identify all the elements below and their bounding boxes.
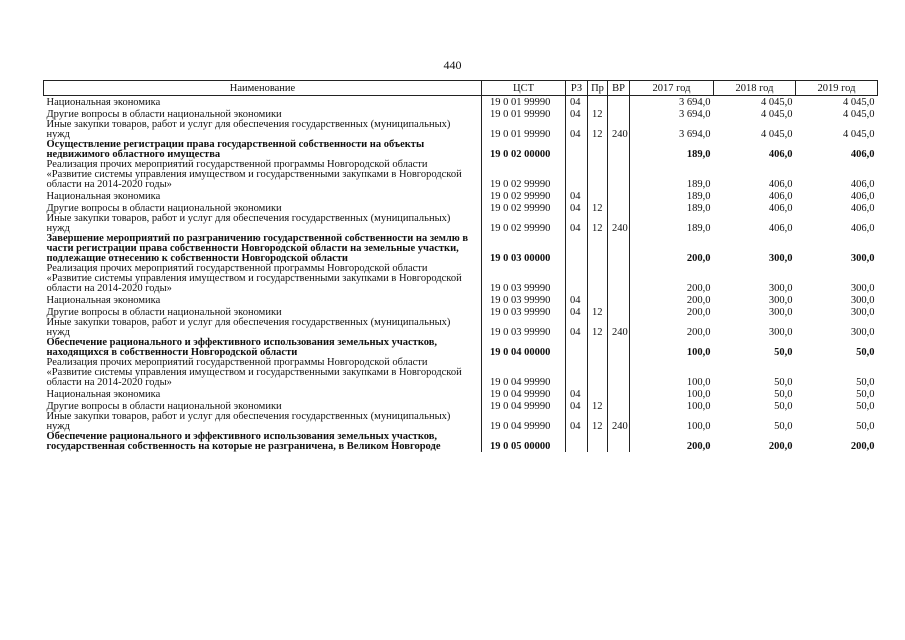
row-2017: 3 694,0	[630, 108, 714, 120]
row-name: Национальная экономика	[46, 295, 161, 306]
row-vr	[608, 400, 630, 412]
row-2018: 300,0	[768, 327, 793, 338]
row-2019: 300,0	[850, 307, 875, 318]
row-rz: 04	[566, 306, 588, 318]
row-rz	[566, 160, 588, 190]
row-name: Реализация прочих мероприятий государственной программы Новгородской области «Развитие системы управления имуществом и государственными закупками в Новгородской области на 2014-2020 годы»	[46, 357, 462, 388]
row-pr	[588, 140, 608, 160]
header-2018: 2018 год	[714, 81, 796, 96]
row-cst: 19 0 03 99990	[482, 306, 566, 318]
row-2018: 406,0	[768, 179, 793, 190]
row-name: Реализация прочих мероприятий государственной программы Новгородской области «Развитие системы управления имуществом и государственными закупками в Новгородской области на 2014-2020 годы»	[46, 263, 462, 294]
row-rz	[566, 432, 588, 452]
row-pr: 12	[588, 400, 608, 412]
row-cst: 19 0 02 99990	[482, 160, 566, 190]
row-vr: 240	[608, 412, 630, 432]
row-cst: 19 0 02 99990	[482, 214, 566, 234]
table-row	[44, 318, 878, 338]
row-name: Иные закупки товаров, работ и услуг для обеспечения государственных (муниципальных) нужд	[46, 119, 451, 140]
row-2017: 200,0	[630, 306, 714, 318]
row-name: Завершение мероприятий по разграничению государственной собственности на землю в части регистрации права собственности Новгородской области на земельные участки, подлежащие отнесению к собственности Новгородской области	[46, 233, 469, 264]
row-2019: 50,0	[856, 389, 875, 400]
row-2018: 4 045,0	[761, 129, 793, 140]
row-2017: 189,0	[630, 160, 714, 190]
row-name: Иные закупки товаров, работ и услуг для обеспечения государственных (муниципальных) нужд	[46, 213, 451, 234]
row-pr	[588, 264, 608, 294]
row-rz: 04	[566, 412, 588, 432]
row-pr	[588, 160, 608, 190]
row-rz: 04	[566, 120, 588, 140]
row-vr	[608, 96, 630, 109]
table-row	[44, 294, 878, 306]
row-vr	[608, 338, 630, 358]
table-row	[44, 160, 878, 190]
row-vr: 240	[608, 214, 630, 234]
row-2017: 100,0	[630, 358, 714, 388]
table-row	[44, 140, 878, 160]
row-2017: 200,0	[630, 318, 714, 338]
row-name: Другие вопросы в области национальной экономики	[46, 203, 282, 214]
table-header-row	[44, 81, 878, 96]
row-2017: 200,0	[630, 294, 714, 306]
header-2017: 2017 год	[630, 81, 714, 96]
row-rz	[566, 264, 588, 294]
row-rz	[566, 358, 588, 388]
row-2017: 189,0	[630, 202, 714, 214]
row-2017: 100,0	[630, 388, 714, 400]
row-vr	[608, 234, 630, 264]
table-row	[44, 234, 878, 264]
row-2018: 50,0	[774, 401, 793, 412]
row-2017: 200,0	[630, 432, 714, 452]
row-2019: 4 045,0	[843, 109, 875, 120]
row-pr	[588, 358, 608, 388]
row-pr: 12	[588, 318, 608, 338]
row-vr: 240	[608, 318, 630, 338]
row-rz: 04	[566, 318, 588, 338]
row-2017: 189,0	[630, 214, 714, 234]
row-vr	[608, 294, 630, 306]
table-row	[44, 412, 878, 432]
row-cst: 19 0 04 99990	[482, 400, 566, 412]
row-2017: 100,0	[630, 400, 714, 412]
row-rz: 04	[566, 214, 588, 234]
row-2018: 406,0	[768, 203, 793, 214]
row-vr	[608, 358, 630, 388]
row-2018: 406,0	[768, 223, 793, 234]
row-rz: 04	[566, 202, 588, 214]
row-2019: 300,0	[850, 253, 875, 264]
row-pr	[588, 234, 608, 264]
page-number: 440	[443, 58, 462, 72]
row-name: Национальная экономика	[46, 97, 161, 108]
row-rz	[566, 140, 588, 160]
row-2017: 100,0	[630, 412, 714, 432]
row-2017: 100,0	[630, 338, 714, 358]
row-2018: 50,0	[774, 421, 793, 432]
row-cst: 19 0 04 99990	[482, 388, 566, 400]
row-vr	[608, 432, 630, 452]
table-row	[44, 264, 878, 294]
row-cst: 19 0 05 00000	[482, 432, 566, 452]
row-2018: 50,0	[774, 377, 793, 388]
row-pr: 12	[588, 202, 608, 214]
header-rz: РЗ	[566, 81, 588, 96]
row-2019: 4 045,0	[843, 97, 875, 108]
row-2017: 200,0	[630, 264, 714, 294]
row-2019: 50,0	[856, 377, 875, 388]
header-2019: 2019 год	[796, 81, 878, 96]
row-name: Иные закупки товаров, работ и услуг для обеспечения государственных (муниципальных) нужд	[46, 317, 451, 338]
row-rz: 04	[566, 190, 588, 202]
row-2019: 50,0	[856, 347, 875, 358]
table-row	[44, 358, 878, 388]
row-pr	[588, 432, 608, 452]
row-vr	[608, 190, 630, 202]
row-2018: 300,0	[768, 283, 793, 294]
table-row	[44, 96, 878, 109]
row-cst: 19 0 02 99990	[482, 190, 566, 202]
row-vr	[608, 306, 630, 318]
row-2017: 200,0	[630, 234, 714, 264]
row-vr	[608, 202, 630, 214]
row-pr: 12	[588, 214, 608, 234]
row-rz: 04	[566, 96, 588, 109]
row-cst: 19 0 02 99990	[482, 202, 566, 214]
row-name: Национальная экономика	[46, 191, 161, 202]
row-2018: 50,0	[774, 347, 793, 358]
row-cst: 19 0 01 99990	[482, 120, 566, 140]
row-2019: 300,0	[850, 295, 875, 306]
row-cst: 19 0 03 99990	[482, 318, 566, 338]
row-rz: 04	[566, 108, 588, 120]
table-row	[44, 190, 878, 202]
row-2019: 406,0	[850, 179, 875, 190]
header-pr: Пр	[588, 81, 608, 96]
row-rz: 04	[566, 388, 588, 400]
row-cst: 19 0 03 99990	[482, 264, 566, 294]
row-pr	[588, 294, 608, 306]
row-cst: 19 0 01 99990	[482, 96, 566, 109]
row-pr: 12	[588, 108, 608, 120]
header-name: Наименование	[44, 81, 482, 96]
row-cst: 19 0 03 00000	[482, 234, 566, 264]
row-pr: 12	[588, 306, 608, 318]
row-vr	[608, 264, 630, 294]
row-2019: 406,0	[850, 191, 875, 202]
row-pr: 12	[588, 120, 608, 140]
row-rz: 04	[566, 294, 588, 306]
row-pr: 12	[588, 412, 608, 432]
row-vr	[608, 160, 630, 190]
row-vr	[608, 388, 630, 400]
row-2019: 200,0	[850, 441, 875, 452]
budget-table	[43, 80, 878, 452]
row-name: Иные закупки товаров, работ и услуг для обеспечения государственных (муниципальных) нужд	[46, 411, 451, 432]
row-pr	[588, 388, 608, 400]
row-2017: 189,0	[630, 190, 714, 202]
row-2018: 300,0	[768, 295, 793, 306]
row-name: Обеспечение рационального и эффективного использования земельных участков, находящихся в собственности Новгородской области	[46, 337, 438, 358]
row-2018: 50,0	[774, 389, 793, 400]
row-name: Другие вопросы в области национальной экономики	[46, 401, 282, 412]
row-2018: 200,0	[768, 441, 793, 452]
row-cst: 19 0 02 00000	[482, 140, 566, 160]
row-cst: 19 0 04 99990	[482, 412, 566, 432]
row-cst: 19 0 04 00000	[482, 338, 566, 358]
table-row	[44, 120, 878, 140]
row-name: Осуществление регистрации права государственной собственности на объекты недвижимого областного имущества	[46, 139, 425, 160]
header-vr: ВР	[608, 81, 630, 96]
row-name: Другие вопросы в области национальной экономики	[46, 109, 282, 120]
row-name: Обеспечение рационального и эффективного использования земельных участков, государственная собственность на которые не разграничена, в Великом Новгороде	[46, 431, 441, 452]
row-2018: 4 045,0	[761, 109, 793, 120]
row-name: Другие вопросы в области национальной экономики	[46, 307, 282, 318]
row-2019: 406,0	[850, 149, 875, 160]
row-2019: 406,0	[850, 223, 875, 234]
row-2019: 406,0	[850, 203, 875, 214]
table-row	[44, 338, 878, 358]
row-2019: 50,0	[856, 401, 875, 412]
row-rz: 04	[566, 400, 588, 412]
row-2019: 50,0	[856, 421, 875, 432]
row-2018: 406,0	[768, 149, 793, 160]
row-2018: 300,0	[768, 253, 793, 264]
row-vr	[608, 108, 630, 120]
row-2018: 300,0	[768, 307, 793, 318]
row-cst: 19 0 03 99990	[482, 294, 566, 306]
row-vr: 240	[608, 120, 630, 140]
row-2018: 4 045,0	[761, 97, 793, 108]
header-cst: ЦСТ	[482, 81, 566, 96]
row-pr	[588, 338, 608, 358]
row-name: Реализация прочих мероприятий государственной программы Новгородской области «Развитие системы управления имуществом и государственными закупками в Новгородской области на 2014-2020 годы»	[46, 159, 462, 190]
table-row	[44, 432, 878, 452]
row-cst: 19 0 01 99990	[482, 108, 566, 120]
row-2017: 3 694,0	[630, 96, 714, 109]
row-2017: 189,0	[630, 140, 714, 160]
table-row	[44, 214, 878, 234]
row-vr	[608, 140, 630, 160]
row-2019: 300,0	[850, 283, 875, 294]
row-2017: 3 694,0	[630, 120, 714, 140]
row-2019: 300,0	[850, 327, 875, 338]
row-pr	[588, 190, 608, 202]
row-2018: 406,0	[768, 191, 793, 202]
row-rz	[566, 234, 588, 264]
table-row	[44, 388, 878, 400]
row-2019: 4 045,0	[843, 129, 875, 140]
row-name: Национальная экономика	[46, 389, 161, 400]
row-cst: 19 0 04 99990	[482, 358, 566, 388]
row-rz	[566, 338, 588, 358]
row-pr	[588, 96, 608, 109]
